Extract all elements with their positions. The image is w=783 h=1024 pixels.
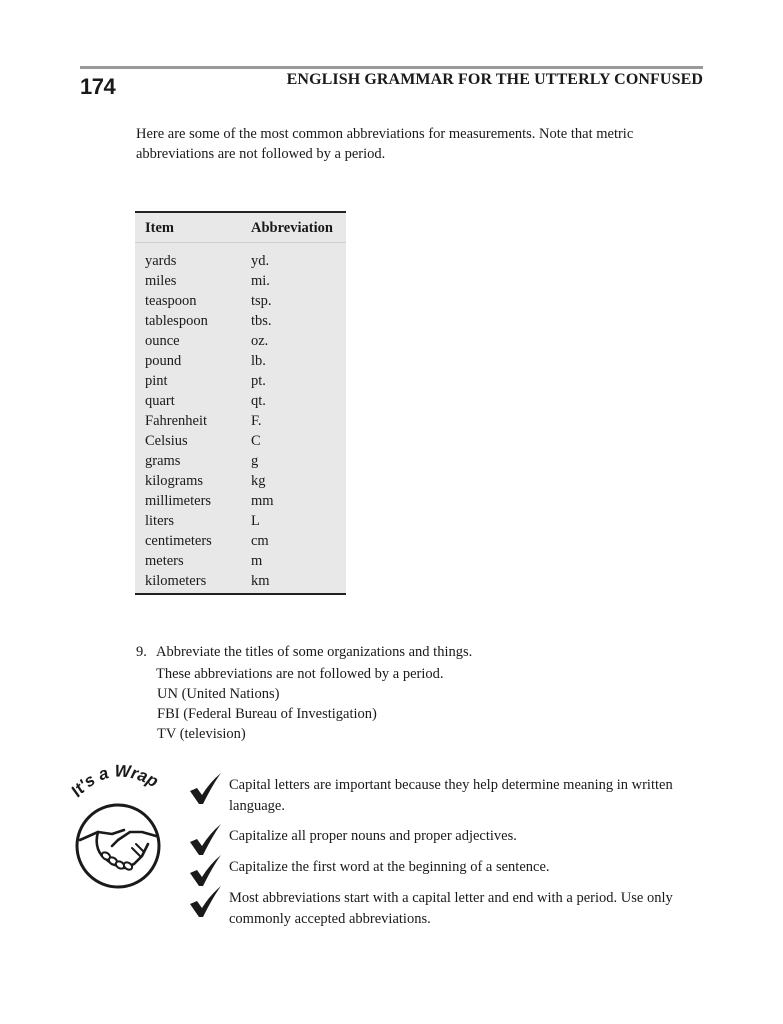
checkmark-icon — [188, 772, 222, 806]
example-line: FBI (Federal Bureau of Investigation) — [157, 706, 377, 722]
table-row — [135, 351, 346, 371]
badge-text-path: It's a Wrap — [67, 761, 162, 801]
bullet-text: Capital letters are important because they help determine meaning in written language. — [229, 777, 673, 814]
cell-abbreviation: L — [251, 513, 260, 529]
cell-abbreviation: kg — [251, 473, 266, 489]
cell-item: liters — [145, 513, 174, 529]
cell-abbreviation: g — [251, 453, 259, 469]
cell-abbreviation: lb. — [251, 353, 266, 369]
header-separator — [135, 242, 346, 243]
table-row — [135, 551, 346, 571]
table-row — [135, 471, 346, 491]
cell-item: kilograms — [145, 473, 203, 489]
bullet-text: Most abbreviations start with a capital letter and end with a period. Use only commonly accepted abbreviations. — [229, 890, 673, 927]
page-number: 174 — [80, 74, 116, 99]
cell-abbreviation: yd. — [251, 253, 270, 269]
table-row — [135, 411, 346, 431]
cell-abbreviation: tsp. — [251, 293, 272, 309]
cell-item: miles — [145, 273, 177, 289]
cell-abbreviation: mm — [251, 493, 274, 509]
header-rule — [80, 66, 703, 69]
table-row — [135, 491, 346, 511]
cell-abbreviation: cm — [251, 533, 269, 549]
cell-item: Celsius — [145, 433, 188, 449]
cell-abbreviation: qt. — [251, 393, 266, 409]
cell-item: Fahrenheit — [145, 413, 208, 429]
abbreviation-table — [135, 211, 346, 595]
cell-item: kilometers — [145, 573, 207, 589]
badge-text — [67, 761, 161, 800]
table-row — [135, 531, 346, 551]
cell-abbreviation: mi. — [251, 273, 270, 289]
table-row — [135, 371, 346, 391]
checkmark-icon — [188, 823, 222, 857]
handshake-icon — [77, 805, 159, 887]
bullet-text: Capitalize all proper nouns and proper adjectives. — [229, 828, 517, 844]
cell-item: millimeters — [145, 493, 212, 509]
checkmark-icon — [188, 854, 222, 888]
cell-abbreviation: pt. — [251, 373, 266, 389]
bullet-text: Capitalize the first word at the beginning of a sentence. — [229, 859, 550, 875]
table-row — [135, 391, 346, 411]
cell-item: ounce — [145, 333, 180, 349]
table-row — [135, 291, 346, 311]
cell-item: yards — [145, 253, 177, 269]
cell-abbreviation: m — [251, 553, 263, 569]
table-row — [135, 251, 346, 271]
table-row — [135, 311, 346, 331]
cell-item: pound — [145, 353, 182, 369]
list-item-heading: Abbreviate the titles of some organizations and things. — [156, 644, 473, 660]
cell-item: pint — [145, 373, 168, 389]
table-row — [135, 271, 346, 291]
cell-abbreviation: km — [251, 573, 270, 589]
cell-abbreviation: tbs. — [251, 313, 272, 329]
running-head: ENGLISH GRAMMAR FOR THE UTTERLY CONFUSED — [286, 71, 703, 88]
table-row — [135, 431, 346, 451]
example-line: TV (television) — [157, 726, 246, 742]
cell-item: meters — [145, 553, 184, 569]
its-a-wrap-badge — [62, 760, 178, 890]
table-row — [135, 331, 346, 351]
list-item-subtext: These abbreviations are not followed by a period. — [156, 666, 444, 682]
cell-item: quart — [145, 393, 175, 409]
table-row — [135, 451, 346, 471]
column-header-item: Item — [145, 220, 174, 236]
cell-item: teaspoon — [145, 293, 197, 309]
example-line: UN (United Nations) — [157, 686, 280, 702]
cell-abbreviation: C — [251, 433, 261, 449]
list-number: 9. — [136, 644, 147, 660]
cell-item: centimeters — [145, 533, 212, 549]
cell-item: grams — [145, 453, 181, 469]
checkmark-icon — [188, 885, 222, 919]
cell-item: tablespoon — [145, 313, 208, 329]
table-row — [135, 571, 346, 591]
cell-abbreviation: oz. — [251, 333, 269, 349]
intro-paragraph: Here are some of the most common abbreviations for measurements. Note that metric abbreviations are not followed by a period. — [136, 126, 634, 162]
table-body — [135, 251, 346, 591]
column-header-abbreviation: Abbreviation — [251, 220, 333, 236]
cell-abbreviation: F. — [251, 413, 262, 429]
table-row — [135, 511, 346, 531]
